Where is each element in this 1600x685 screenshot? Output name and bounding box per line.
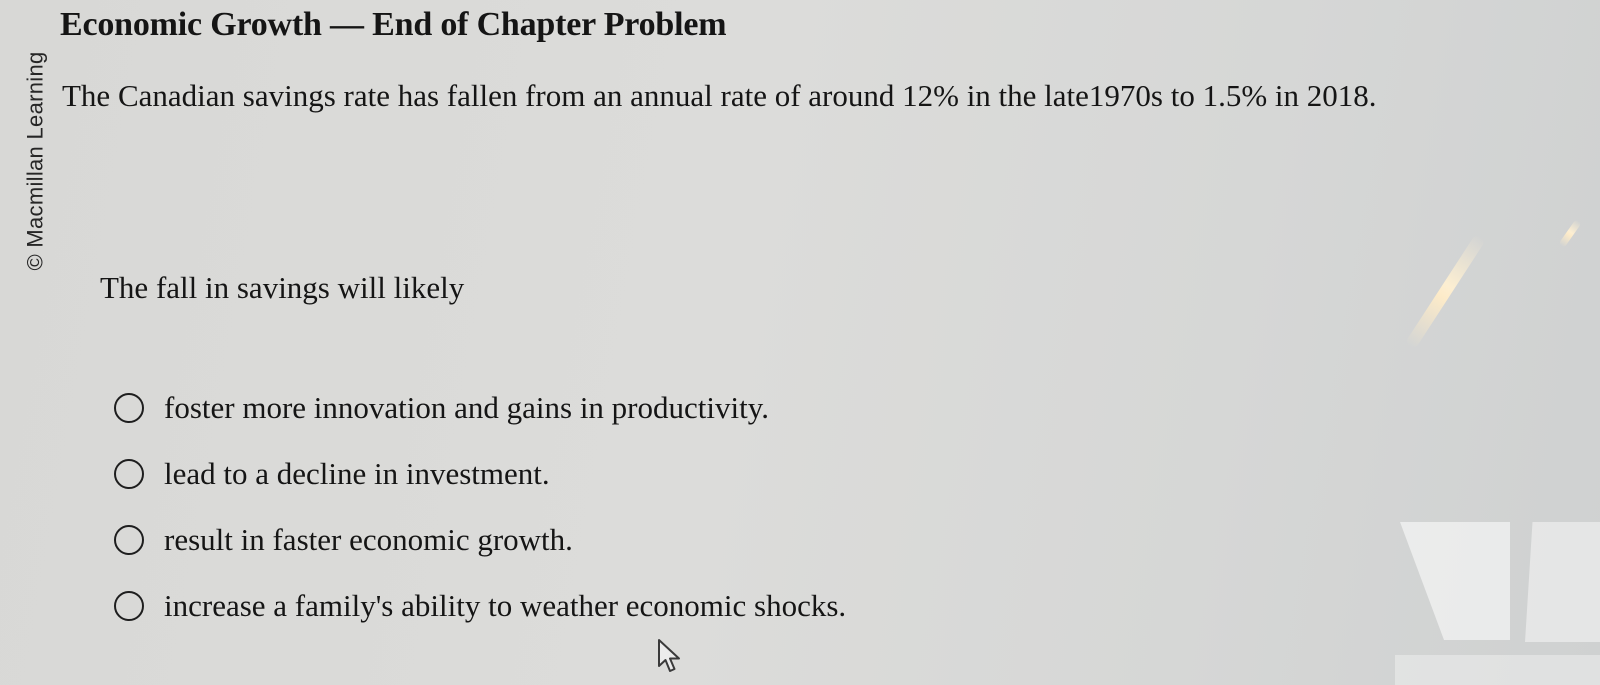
screen-glare [1559, 219, 1582, 248]
radio-button-icon[interactable] [114, 591, 144, 621]
copyright-watermark [20, 20, 52, 302]
window-reflection [1400, 522, 1510, 640]
radio-button-icon[interactable] [114, 525, 144, 555]
answer-option-label[interactable]: foster more innovation and gains in productivity. [164, 390, 769, 425]
answer-option-label[interactable]: result in faster economic growth. [164, 522, 573, 557]
radio-button-icon[interactable] [114, 393, 144, 423]
radio-button-icon[interactable] [114, 459, 144, 489]
answer-option-3[interactable] [114, 518, 846, 562]
question-intro: The Canadian savings rate has fallen from an annual rate of around 12% in the late1970s to 1.5% in 2018. [62, 78, 1377, 113]
answer-option-label[interactable]: lead to a decline in investment. [164, 456, 550, 491]
answer-option-label[interactable]: increase a family's ability to weather economic shocks. [164, 588, 847, 623]
page-title: Economic Growth — End of Chapter Problem [60, 6, 727, 43]
answer-option-2[interactable] [114, 452, 846, 496]
question-stem: The fall in savings will likely [100, 270, 465, 305]
copyright-text: © Macmillan Learning [23, 51, 48, 271]
window-reflection [1395, 655, 1600, 685]
answer-option-4[interactable] [114, 584, 846, 628]
screen-glare [1405, 234, 1486, 350]
mouse-pointer-icon [656, 638, 686, 674]
answer-option-1[interactable] [114, 386, 846, 430]
window-reflection [1525, 522, 1600, 642]
answer-options [114, 386, 846, 650]
